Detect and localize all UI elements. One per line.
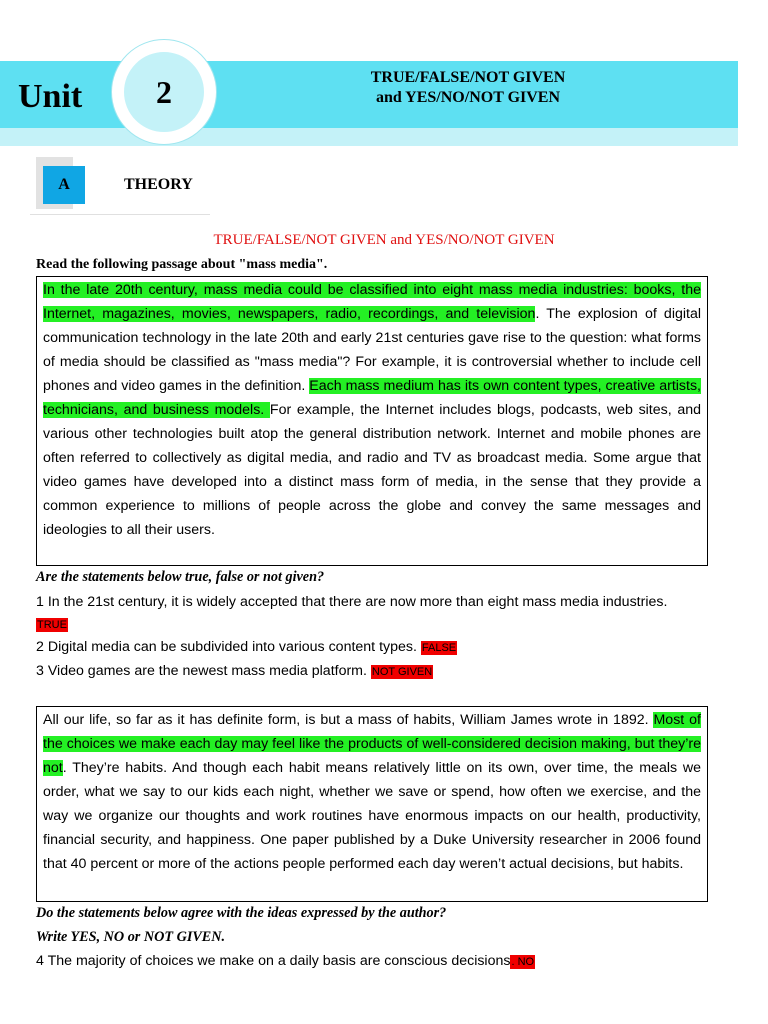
highlight-text: In the late 20th century, mass media could be classified into eight mass media industries: books, the Internet, magazines, movies, newspapers, radio, recordings, and television [43,282,701,322]
passage-mass-media [36,276,708,566]
question-text: 3 Video games are the newest mass media platform. [36,663,371,679]
question-prompt: Are the statements below true, false or not given? [36,569,325,585]
section-letter: A [43,166,85,204]
passage-text: . The explosion of digital communication technology in the late 20th and early 21st centuries gave rise to the question: what forms of media should be classified as "mass media"? For example, it is controversial whether to include cell phones and video games in the definition. [43,306,701,394]
answer-row [36,613,68,636]
section-title: THEORY [124,176,193,193]
highlight-text: Each mass medium has its own content types, creative artists, technicians, and business models. [43,378,701,418]
question-3 [36,660,433,683]
question-text: 2 Digital media can be subdivided into various content types. [36,639,421,655]
unit-title [320,68,616,108]
question-prompt: Do the statements below agree with the ideas expressed by the author? [36,905,447,921]
answer-tag: . NO [511,956,535,968]
unit-title-line1: TRUE/FALSE/NOT GIVEN [370,69,566,86]
highlight-text: Most of the choices we make each day may feel like the products of well-considered decision making, but they’re not [43,712,701,776]
answer-tag: TRUE [37,619,67,631]
question-2 [36,636,457,659]
answer-tag: FALSE [421,642,457,654]
passage-text: . They’re habits. And though each habit means relatively little on its own, over time, the meals we order, what we say to our kids each night, whether we save or spend, how often we exercise, and the way we organize our thoughts and work routines have enormous impacts on our health, productivity, financial security, and happiness. One paper published by a Duke University researcher in 2006 found that 40 percent or more of the actions people performed each day weren’t actual decisions, but habits. [43,760,701,872]
passage-habits [36,706,708,902]
unit-number: 2 [122,50,206,134]
passage-text: For example, the Internet includes blogs, podcasts, web sites, and various other technologies built atop the general distribution network. Internet and mobile phones are often referred to collectively as digital media, and radio and TV as broadcast media. Some argue that video games have developed into a distinct mass form of media, in the sense that they provide a common experience to millions of people across the globe and convey the same messages and ideologies to all their users. [43,402,702,538]
unit-label: Unit [18,78,83,115]
question-prompt: Write YES, NO or NOT GIVEN. [36,929,226,945]
question-1: 1 In the 21st century, it is widely accepted that there are now more than eight mass media industries. [36,594,668,610]
question-4 [36,950,535,973]
passage-text: All our life, so far as it has definite form, is but a mass of habits, William James wrote in 1892. [43,712,654,728]
header-band-light [0,128,738,146]
section-divider [30,214,210,215]
answer-tag: NOT GIVEN [371,666,433,678]
reading-instruction: Read the following passage about "mass media". [36,257,328,272]
page-heading: TRUE/FALSE/NOT GIVEN and YES/NO/NOT GIVEN [213,232,555,248]
unit-title-line2: and YES/NO/NOT GIVEN [375,89,561,106]
question-text: 4 The majority of choices we make on a daily basis are conscious decisions [36,953,511,969]
